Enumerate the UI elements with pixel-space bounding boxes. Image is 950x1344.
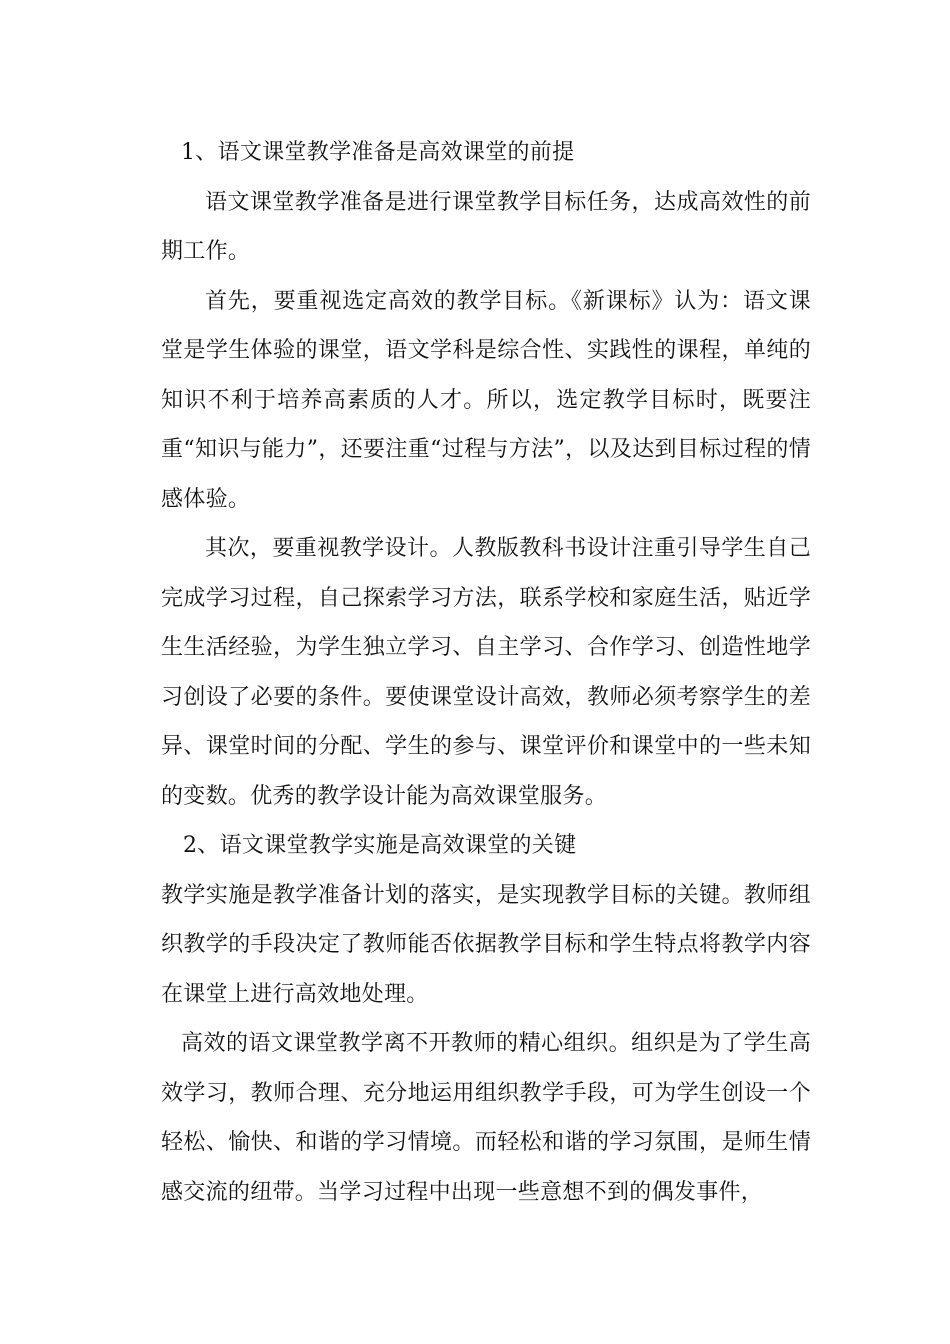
paragraph-5: 高效的语文课堂教学离不开教师的精心组织。组织是为了学生高效学习，教师合理、充分地运用组织教学手段，可为学生创设一个轻松、愉快、和谐的学习情境。而轻松和谐的学习氛围，是师生情感交流的纽带。当学习过程中出现一些意想不到的偶发事件， xyxy=(161,1031,811,1205)
paragraph-4: 教学实施是教学准备计划的落实，是实现教学目标的关键。教师组织教学的手段决定了教师能否依据教学目标和学生特点将教学内容在课堂上进行高效地处理。 xyxy=(161,882,811,1007)
section-heading-1: 1、语文课堂教学准备是高效课堂的前提 xyxy=(181,140,575,165)
document-body xyxy=(161,128,811,1217)
section-heading-2: 2、语文课堂教学实施是高效课堂的关键 xyxy=(183,833,577,858)
paragraph-3: 其次，要重视教学设计。人教版教科书设计注重引导学生自己完成学习过程，自己探索学习方法，联系学校和家庭生活，贴近学生生活经验，为学生独立学习、自主学习、合作学习、创造性地学习创设了必要的条件。要使课堂设计高效，教师必须考察学生的差异、课堂时间的分配、学生的参与、课堂评价和课堂中的一些未知的变数。优秀的教学设计能为高效课堂服务。 xyxy=(161,536,811,809)
paragraph-1: 语文课堂教学准备是进行课堂教学目标任务，达成高效性的前期工作。 xyxy=(161,189,811,264)
paragraph-2: 首先，要重视选定高效的教学目标。《新课标》认为：语文课堂是学生体验的课堂，语文学科是综合性、实践性的课程，单纯的知识不利于培养高素质的人才。所以，选定教学目标时，既要注重“知识与能力”，还要注重“过程与方法”，以及达到目标过程的情感体验。 xyxy=(161,288,811,512)
